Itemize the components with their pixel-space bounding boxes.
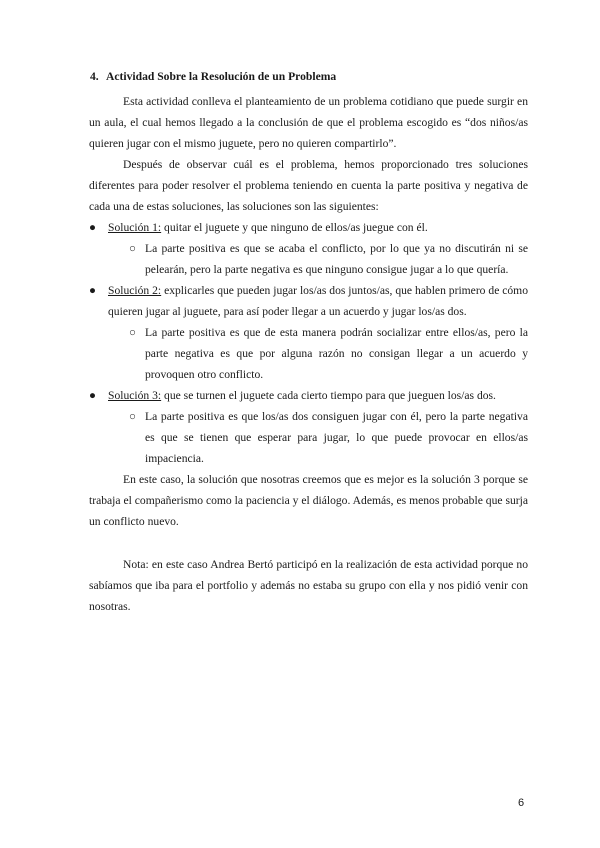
observe-paragraph: Después de observar cuál es el problema, hemos proporcionado tres soluciones diferentes para poder resolver el problema teniendo en cuenta la parte positiva y negativa de cada una de estas soluciones, las soluciones son las siguientes: [89, 158, 528, 213]
solution-3-text: que se turnen el juguete cada cierto tiempo para que jueguen los/as dos. [161, 389, 496, 402]
note-paragraph: Nota: en este caso Andrea Bertó participó en la realización de esta actividad porque no sabíamos que iba para el portfolio y además no estaba su grupo con ella y nos pidió venir con nosotras. [89, 558, 528, 613]
section-heading [89, 68, 528, 86]
section-title: Actividad Sobre la Resolución de un Problema [106, 70, 337, 83]
solution-1-detail: La parte positiva es que se acaba el conflicto, por lo que ya no discutirán ni se pelearán, pero la parte negativa es que ninguno consigue jugar a lo que quería. [145, 242, 528, 276]
sub-bullet-icon: ○ [129, 410, 137, 423]
solution-3-item [89, 385, 528, 406]
solution-1-detail-item [89, 238, 528, 280]
solution-3-label: Solución 3: [108, 389, 162, 402]
sub-bullet-icon: ○ [129, 242, 137, 255]
sub-bullet-icon: ○ [129, 326, 137, 339]
intro-paragraph: Esta actividad conlleva el planteamiento de un problema cotidiano que puede surgir en un aula, el cual hemos llegado a la conclusión de que el problema escogido es “dos niños/as quieren jugar con el mismo juguete, pero no quieren compartirlo”. [89, 95, 528, 150]
solution-1-item [89, 217, 528, 238]
solution-2-detail-item [89, 322, 528, 385]
solution-2-label: Solución 2: [108, 284, 162, 297]
section-number: 4. [90, 70, 99, 83]
solution-1-label: Solución 1: [108, 221, 162, 234]
solution-1-text: quitar el juguete y que ninguno de ellos/as juegue con él. [161, 221, 428, 234]
solution-2-detail: La parte positiva es que de esta manera podrán socializar entre ellos/as, pero la parte negativa es que por alguna razón no consigan llegar a un acuerdo y provoquen otro conflicto. [145, 326, 528, 381]
paragraph-spacer [89, 532, 528, 554]
solution-2-text: explicarles que pueden jugar los/as dos juntos/as, que hablen primero de cómo quieren jugar al juguete, para así poder llegar a un acuerdo y jugar los/as dos. [108, 284, 529, 318]
bullet-icon: ● [89, 221, 97, 234]
bullet-icon: ● [89, 284, 97, 297]
solution-3-detail: La parte positiva es que los/as dos consiguen jugar con él, pero la parte negativa es que se tienen que esperar para jugar, lo que puede provocar en ellos/as impaciencia. [145, 410, 528, 465]
page-content [89, 68, 528, 617]
conclusion-paragraph: En este caso, la solución que nosotras creemos que es mejor es la solución 3 porque se trabaja el compañerismo como la paciencia y el diálogo. Además, es menos probable que surja un conflicto nuevo. [89, 473, 528, 528]
page-number: 6 [518, 797, 525, 809]
solution-2-item [89, 280, 528, 322]
bullet-icon: ● [89, 389, 97, 402]
solution-3-detail-item [89, 406, 528, 469]
